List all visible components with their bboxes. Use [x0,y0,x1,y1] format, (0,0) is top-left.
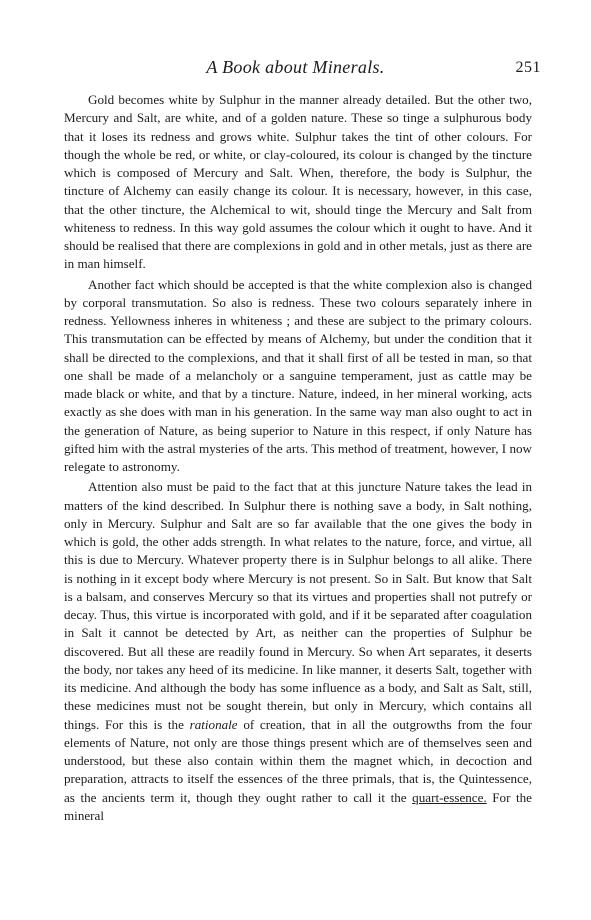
paragraph-text-part: For the mineral [64,789,532,823]
running-title: A Book about Minerals. [206,57,385,77]
paragraph-attention-sulphur-salt [64,478,532,825]
page-number: 251 [515,59,541,76]
paragraph-text-part: of creation, that in all the outgrowths from the four elements of Nature, not only are those things present which are of themselves seen and understood, but these also contain within them the magnet which, in decoction and preparation, attracts to itself the essences of the three primals, that is, the Quintessence, as the ancients term it, though they ought rather to call it the [64,716,533,805]
quart-essence-term: quart-essence. [412,789,487,805]
running-head [0,55,591,79]
paragraph-gold-whiteness: Gold becomes white by Sulphur in the manner already detailed. But the other two, Mercury and Salt, are white, and of a golden nature. These so tinge a sulphurous body that it loses its redness and grows white. Sulphur takes the tint of other colours. For though the whole be red, or white, or clay-coloured, its colour is changed by the tincture which is composed of Mercury and Salt. When, therefore, the body is Sulphur, the tincture of Alchemy can easily change its colour. It is necessary, however, in this case, that the other tincture, the Alchemical to wit, should tinge the Mercury and Salt from whiteness to redness. In this way gold assumes the colour which it ought to have. And it should be realised that there are complexions in gold and in other metals, just as there are in man himself. [64,92,532,272]
body-text [64,91,532,825]
rationale-italic: rationale [189,716,238,732]
paragraph-white-complexion: Another fact which should be accepted is that the white complexion also is changed by corporal transmutation. So also is redness. These two colours separately inhere in redness. Yellowness inheres in whiteness ; and these are subject to the primary colours. This transmutation can be effected by means of Alchemy, but under the condition that it shall be directed to the complexions, and that it shall first of all be tested in man, so that one shall be made of a melancholy or a sanguine temperament, just as cattle may be made black or white, and that by a tincture. Nature, indeed, in her mineral working, acts exactly as she does with man in his generation. In the same way man also ought to act in the generation of Nature, as being superior to Nature in this respect, if only Nature has gifted him with the astral mysteries of the arts. This method of treatment, however, I now relegate to astronomy. [64,276,532,474]
paragraph-text-part: Attention also must be paid to the fact that at this juncture Nature takes the lead in matters of the kind described. In Sulphur there is nothing save a body, in Salt nothing, only in Mercury. Sulphur and Salt are so far available that the one gives the body in which is gold, the other adds strength. In what relates to the nature, force, and virtue, all this is due to Mercury. Whatever property there is in Sulphur belongs to all alike. There is nothing in it except body where Mercury is not present. So in Salt. But know that Salt is a balsam, and conserves Mercury so that its virtues and properties shall not putrefy or decay. Thus, this virtue is incorporated with gold, and if it be separated after coagulation in Salt it cannot be detected by Art, as neither can the properties of Sulphur be discovered. But all these are readily found in Mercury. So when Art separates, it deserts the body, nor takes any heed of its medicine. In like manner, it deserts Salt, together with its medicine. And although the body has some influence as a body, and Salt as Salt, still, these medicines must not be sought therein, but only in Mercury, which contains all things. For this is the [64,479,532,732]
